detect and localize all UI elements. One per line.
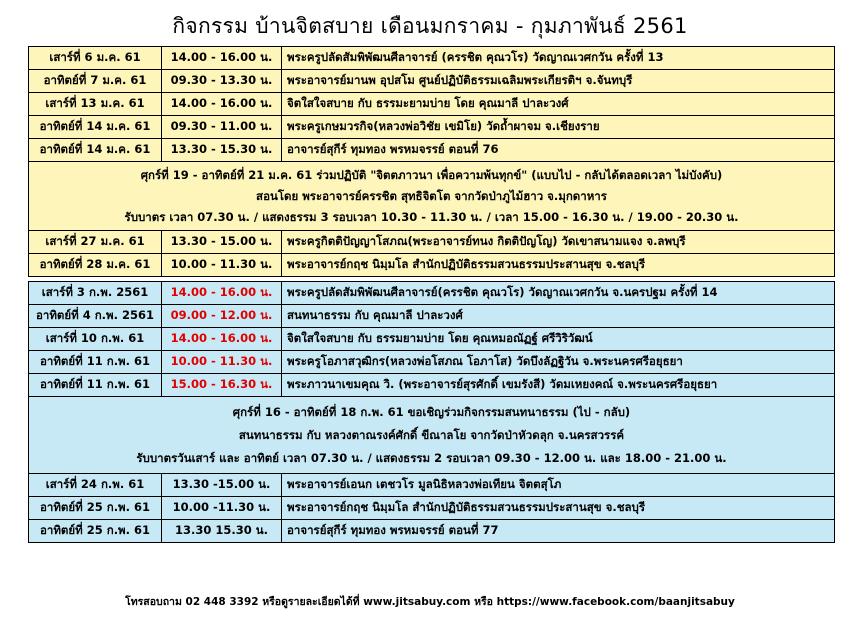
event-date: อาทิตย์ที่ 7 ม.ค. 61 — [29, 70, 162, 93]
table-row — [29, 305, 835, 328]
retreat-line: สอนโดย พระอาจารย์ครรชิต สุทธิจิตโต จากวัดป่าภูไม้ฮาว จ.มุกดาหาร — [256, 188, 607, 203]
table-row — [29, 520, 835, 543]
event-date: อาทิตย์ที่ 11 ก.พ. 61 — [29, 351, 162, 374]
event-description: พระครูปลัดสัมพิพัฒนศีลาจารย์ (ครรชิต คุณวโร) วัดญาณเวศกวัน ครั้งที่ 13 — [282, 47, 835, 70]
event-date: เสาร์ที่ 24 ก.พ. 61 — [29, 474, 162, 497]
table-row — [29, 116, 835, 139]
event-date: เสาร์ที่ 6 ม.ค. 61 — [29, 47, 162, 70]
event-time: 13.30 15.30 น. — [162, 520, 282, 543]
event-time: 15.00 - 16.30 น. — [162, 374, 282, 397]
event-date: อาทิตย์ที่ 25 ก.พ. 61 — [29, 497, 162, 520]
event-time: 09.00 - 12.00 น. — [162, 305, 282, 328]
table-row — [29, 351, 835, 374]
table-row — [29, 70, 835, 93]
page-title: กิจกรรม บ้านจิตสบาย เดือนมกราคม - กุมภาพันธ์ 2561 — [172, 14, 688, 38]
event-description: พระครูปลัดสัมพิพัฒนศีลาจารย์(ครรชิต คุณวโร) วัดญาณเวศกวัน จ.นครปฐม ครั้งที่ 14 — [282, 282, 835, 305]
event-description: พระภาวนาเขมคุณ วิ. (พระอาจารย์สุรศักดิ์ เขมรังสี) วัดมเหยงคณ์ จ.พระนครศรีอยุธยา — [282, 374, 835, 397]
event-time: 14.00 - 16.00 น. — [162, 282, 282, 305]
table-row — [29, 374, 835, 397]
table-row — [29, 47, 835, 70]
event-date: อาทิตย์ที่ 14 ม.ค. 61 — [29, 139, 162, 162]
event-date: อาทิตย์ที่ 14 ม.ค. 61 — [29, 116, 162, 139]
event-description: จิตใสใจสบาย กับ ธรรมยามบ่าย โดย คุณหมอณัฏฐ์ ศรีวิริวัฒน์ — [282, 328, 835, 351]
event-description: พระครูกิตติปัญญาโสภณ(พระอาจารย์ทนง กิตติปัญโญ) วัดเขาสนามแจง จ.ลพบุรี — [282, 231, 835, 254]
retreat-block — [29, 162, 835, 231]
retreat-line: ศุกร์ที่ 16 - อาทิตย์ที่ 18 ก.พ. 61 ขอเชิญร่วมกิจกรรมสนทนาธรรม (ไป - กลับ) — [232, 404, 631, 419]
event-time: 09.30 - 11.00 น. — [162, 116, 282, 139]
event-time: 13.30 - 15.30 น. — [162, 139, 282, 162]
retreat-line: รับบาตรวันเสาร์ และ อาทิตย์ เวลา 07.30 น. / แสดงธรรม 2 รอบเวลา 09.30 - 12.00 น. และ 18.00 - 21.00 น. — [136, 450, 727, 465]
event-date: เสาร์ที่ 13 ม.ค. 61 — [29, 93, 162, 116]
table-row — [29, 328, 835, 351]
retreat-line: รับบาตร เวลา 07.30 น. / แสดงธรรม 3 รอบเวลา 10.30 - 11.30 น. / เวลา 15.00 - 16.30 น. / 19.00 - 20.30 น. — [124, 209, 739, 224]
event-time: 10.00 -11.30 น. — [162, 497, 282, 520]
event-time: 13.30 -15.00 น. — [162, 474, 282, 497]
event-description: พระอาจารย์มานพ อุปสโม ศูนย์ปฏิบัติธรรมเฉลิมพระเกียรติฯ จ.จันทบุรี — [282, 70, 835, 93]
table-row — [29, 497, 835, 520]
table-row — [29, 139, 835, 162]
event-date: เสาร์ที่ 3 ก.พ. 2561 — [29, 282, 162, 305]
event-time: 14.00 - 16.00 น. — [162, 47, 282, 70]
schedule-table — [28, 46, 835, 543]
table-row — [29, 254, 835, 277]
table-row — [29, 231, 835, 254]
retreat-line: ศุกร์ที่ 19 - อาทิตย์ที่ 21 ม.ค. 61 ร่วมปฏิบัติ "จิตตภาวนา เพื่อความพ้นทุกข์" (แบบไป - กลับได้ตลอดเวลา ไม่บังคับ) — [140, 167, 723, 182]
contact-footer: โทรสอบถาม 02 448 3392 หรือดูรายละเอียดได้ที่ www.jitsabuy.com หรือ https://www.facebook.com/baanjitsabuy — [125, 596, 735, 608]
event-time: 14.00 - 16.00 น. — [162, 93, 282, 116]
event-date: อาทิตย์ที่ 28 ม.ค. 61 — [29, 254, 162, 277]
event-description: พระครูเกษมวรกิจ(หลวงพ่อวิชัย เขมิโย) วัดถ้ำผาจม จ.เชียงราย — [282, 116, 835, 139]
event-time: 14.00 - 16.00 น. — [162, 328, 282, 351]
table-row — [29, 474, 835, 497]
event-date: อาทิตย์ที่ 11 ก.พ. 61 — [29, 374, 162, 397]
event-description: อาจารย์สุกีร์ ทุมทอง พรหมจรรย์ ตอนที่ 77 — [282, 520, 835, 543]
event-description: พระครูโอภาสวุฒิกร(หลวงพ่อโสภณ โอภาโส) วัดบึงลัฏฐิวัน จ.พระนครศรีอยุธยา — [282, 351, 835, 374]
event-time: 13.30 - 15.00 น. — [162, 231, 282, 254]
event-date: เสาร์ที่ 27 ม.ค. 61 — [29, 231, 162, 254]
event-description: พระอาจารย์กฤช นิมฺมโล สำนักปฏิบัติธรรมสวนธรรมประสานสุข จ.ชลบุรี — [282, 497, 835, 520]
event-time: 09.30 - 13.30 น. — [162, 70, 282, 93]
retreat-line: สนทนาธรรม กับ หลวงตาณรงค์ศักดิ์ ขีณาลโย จากวัดป่าหัวดลุก จ.นครสวรรค์ — [238, 427, 625, 442]
retreat-row — [29, 397, 835, 474]
event-time: 10.00 - 11.30 น. — [162, 351, 282, 374]
table-row — [29, 282, 835, 305]
event-description: จิตใสใจสบาย กับ ธรรมะยามบ่าย โดย คุณมาลี ปาละวงศ์ — [282, 93, 835, 116]
event-date: อาทิตย์ที่ 4 ก.พ. 2561 — [29, 305, 162, 328]
retreat-row — [29, 162, 835, 231]
event-description: สนทนาธรรม กับ คุณมาลี ปาละวงศ์ — [282, 305, 835, 328]
event-date: เสาร์ที่ 10 ก.พ. 61 — [29, 328, 162, 351]
table-row — [29, 93, 835, 116]
event-date: อาทิตย์ที่ 25 ก.พ. 61 — [29, 520, 162, 543]
event-description: พระอาจารย์เอนก เตชวโร มูลนิธิหลวงพ่อเทียน จิตตสุโภ — [282, 474, 835, 497]
event-description: อาจารย์สุกีร์ ทุมทอง พรหมจรรย์ ตอนที่ 76 — [282, 139, 835, 162]
event-time: 10.00 - 11.30 น. — [162, 254, 282, 277]
retreat-block — [29, 397, 835, 474]
event-description: พระอาจารย์กฤช นิมฺมโล สำนักปฏิบัติธรรมสวนธรรมประสานสุข จ.ชลบุรี — [282, 254, 835, 277]
